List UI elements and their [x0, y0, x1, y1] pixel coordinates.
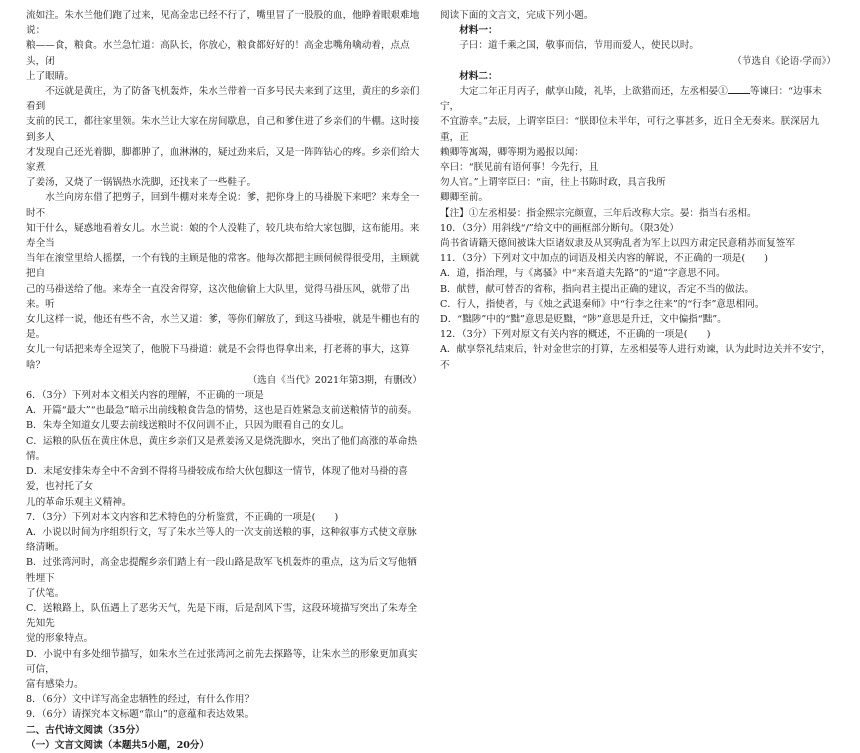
option-7c: C．送粮路上，队伍遇上了恶劣天气，先是下雨，后是刮风下雪，这段环境描写突出了朱寿全先知先	[26, 602, 418, 630]
material-2-line: 赖卿等寓竭，卿等期为遏报以闻：	[440, 146, 584, 158]
story-line: 当年在滚堂里给人摇摆，一个有钱的主顾是他的常客。他每次都把主顾伺候得很受用，主顾就把自	[26, 253, 420, 280]
question-6: 6．（3分）下列对本文相关内容的理解，不正确的一项是	[26, 390, 264, 402]
story-line: 支前的民工，都往家里领。朱水兰让大家在房间歇息，自己和爹住进了乡亲们的牛棚。这时接到多人	[26, 116, 420, 143]
story-line: 上了眼睛。	[26, 70, 74, 82]
story-line: 己的马褂送给了他。来寿全一直没舍得穿，这次他偷偷上大队里，觉得马褂压风，就带了出来。听	[26, 283, 410, 310]
story-line: 粮——食，粮食。水兰急忙道：高队长，你放心，粮食都好好的！高金忠嘴角噙动着，点点头，闭	[26, 40, 410, 67]
option-7d: D．小说中有多处细节描写，如朱水兰在过张湾河之前先去探路等，让朱水兰的形象更加真实可信，	[26, 648, 418, 675]
annotation-note: 【注】①左丞相晏：指金熙宗完颜亶，三年后改称大宗。晏：指当右丞相。	[440, 207, 757, 219]
story-line: 女儿这样一说，他还有些不舍，水兰又道：爹，等你们解放了，到这马褂啦，就是牛棚也有的是。	[26, 314, 420, 341]
right-column	[440, 8, 836, 373]
material-1-title: 材料一：	[459, 25, 498, 37]
question-block	[26, 388, 422, 722]
option-7c-cont: 觉的形象特点。	[26, 633, 94, 645]
question-10-text: 尚书省请籍天德间被诛大臣诸奴隶及从冥驹乱者为军上以四方肃定民意稍苏而复签军	[440, 238, 795, 250]
option-11d: D．“黜陟”中的“黜”意思是贬黜，“陟”意思是升迁，文中偏指“黜”。	[440, 314, 727, 326]
question-8: 8．（6分）文中详写高金忠牺牲的经过，有什么作用？	[26, 694, 255, 706]
option-11c: C．行人，指使者，与《烛之武退秦师》中“行李之往来”的“行李”意思相同。	[440, 298, 765, 310]
question-11: 11．（3分）下列对文中加点的词语及相关内容的解说，不正确的一项是( )	[440, 253, 768, 265]
option-7b-cont: 了伏笔。	[26, 587, 65, 599]
story-line: 知干什么，疑惑地看着女儿。水兰说：娘的个人没鞋了，较几块布给大家包脚，这布能用。来寿全当	[26, 222, 420, 250]
option-6c: C．运粮的队伍在黄庄休息，黄庄乡亲们又是煮姜汤又是烧洗脚水，突出了他们高涨的革命热情。	[26, 435, 418, 462]
reading-intro: 阅读下面的文言文，完成下列小题。	[440, 10, 594, 21]
option-6d: D．末尾安排朱寿全中不舍到不得将马褂较成布给大伙包脚这一情节，体现了他对马褂的喜爱，也衬托了女	[26, 466, 408, 493]
blank-line	[728, 84, 750, 94]
question-12: 12．（3分）下列对原文有关内容的概述，不正确的一项是( )	[440, 329, 711, 341]
material-2-text	[440, 84, 836, 206]
story-text	[26, 8, 422, 373]
option-6b: B．朱寿全知道女儿要去前线送粮时不仅问训不止，只因为眼看自己的女儿。	[26, 420, 350, 432]
option-12a: A．献享祭礼结束后，针对金世宗的打算，左丞相晏等人进行劝谏，认为此时边关并不安宁，不	[440, 344, 831, 371]
option-11b: B．献替，献可替否的省称，指向君主提出正确的建议，否定不当的做法。	[440, 283, 755, 295]
material-2-line: 卿卿至前。	[440, 192, 488, 204]
story-source: （选自《当代》2021年第3期，有删改）	[247, 374, 422, 386]
subsection-heading: （一）文言文阅读（本题共5小题，20分）	[26, 739, 210, 751]
material-2-line: 不宜游幸。”去辰，上谓宰臣曰：“朕即位未半年，可行之事甚多，近日全无奏来。朕深居九重，正	[440, 116, 820, 143]
left-column	[26, 8, 422, 753]
story-line: 了姜汤，又烧了一锅锅热水洗脚，还找来了一些鞋子。	[26, 177, 257, 189]
question-10: 10．（3分）用斜线“/”给文中的画框部分断句。（限3处）	[440, 222, 679, 234]
story-line: 才发现自己还光着脚，脚都肿了，血淋淋的，疑过劲来后，又是一阵阵钻心的疼。乡亲们给大家煮	[26, 146, 420, 174]
option-6a: A．开篇“最大”“也最急”暗示出前线粮食告急的情势，这也是百姓紧急支前送粮情节的前奏。	[26, 405, 418, 417]
material-2-line: 大定二年正月丙子，献享山陵，礼毕，上欲猎而还，左丞相晏① 等谏曰：“边事未宁，	[440, 86, 822, 113]
question-9: 9．（6分）请探究本文标题“靠山”的意蕴和表达效果。	[26, 709, 255, 721]
story-line: 女儿一句话把来寿全逗笑了，他脱下马褂道：就是不会得也得拿出来，打老蒋的事大，这算啥？	[26, 344, 410, 371]
material-1-text: 子曰：道千乘之国，敬事而信，节用而爱人，使民以时。	[459, 40, 700, 52]
option-7b: B．过张湾河时，高金忠提醒乡亲们踏上有一段山路是敌军飞机轰炸的重点，这为后文写他牺牲埋下	[26, 557, 417, 584]
story-line: 流如注。朱水兰他们跑了过来，见高金忠已经不行了，嘴里冒了一股股的血，他睁着眼艰难地说：	[26, 10, 420, 37]
material-2-title: 材料二：	[459, 70, 498, 82]
option-7a: A．小说以时间为序组织行文，写了朱水兰等人的一次支前送粮的事，这种叙事方式使文章脉络清晰。	[26, 526, 417, 554]
story-line: 水兰向房东借了把剪子，回到牛棚对来寿全说：爹，把你身上的马褂脱下来吧？来寿全一时不	[26, 192, 420, 219]
story-line: 不远就是黄庄，为了防备飞机轰炸，朱水兰带着一百多号民夫来到了这里，黄庄的乡亲们看到	[26, 86, 420, 113]
option-7d-cont: 富有感染力。	[26, 678, 84, 690]
material-1-source: （节选自《论语·学而》）	[732, 55, 836, 67]
question-7: 7．（3分）下列对本文内容和艺术特色的分析鉴赏，不正确的一项是( )	[26, 511, 339, 523]
section-heading: 二、古代诗文阅读（35分）	[26, 724, 145, 736]
option-11a: A．道，指治理，与《离骚》中“来吾道夫先路”的“道”字意思不同。	[440, 268, 726, 280]
material-2-line: 卒曰：“朕见前有语何事！今先行，且	[440, 162, 599, 174]
material-2-line: 勿人官。”上谓宰臣曰：“亩，往上书陈时政，具言我所	[440, 177, 666, 189]
option-6d-cont: 儿的革命乐观主义精神。	[26, 496, 132, 508]
